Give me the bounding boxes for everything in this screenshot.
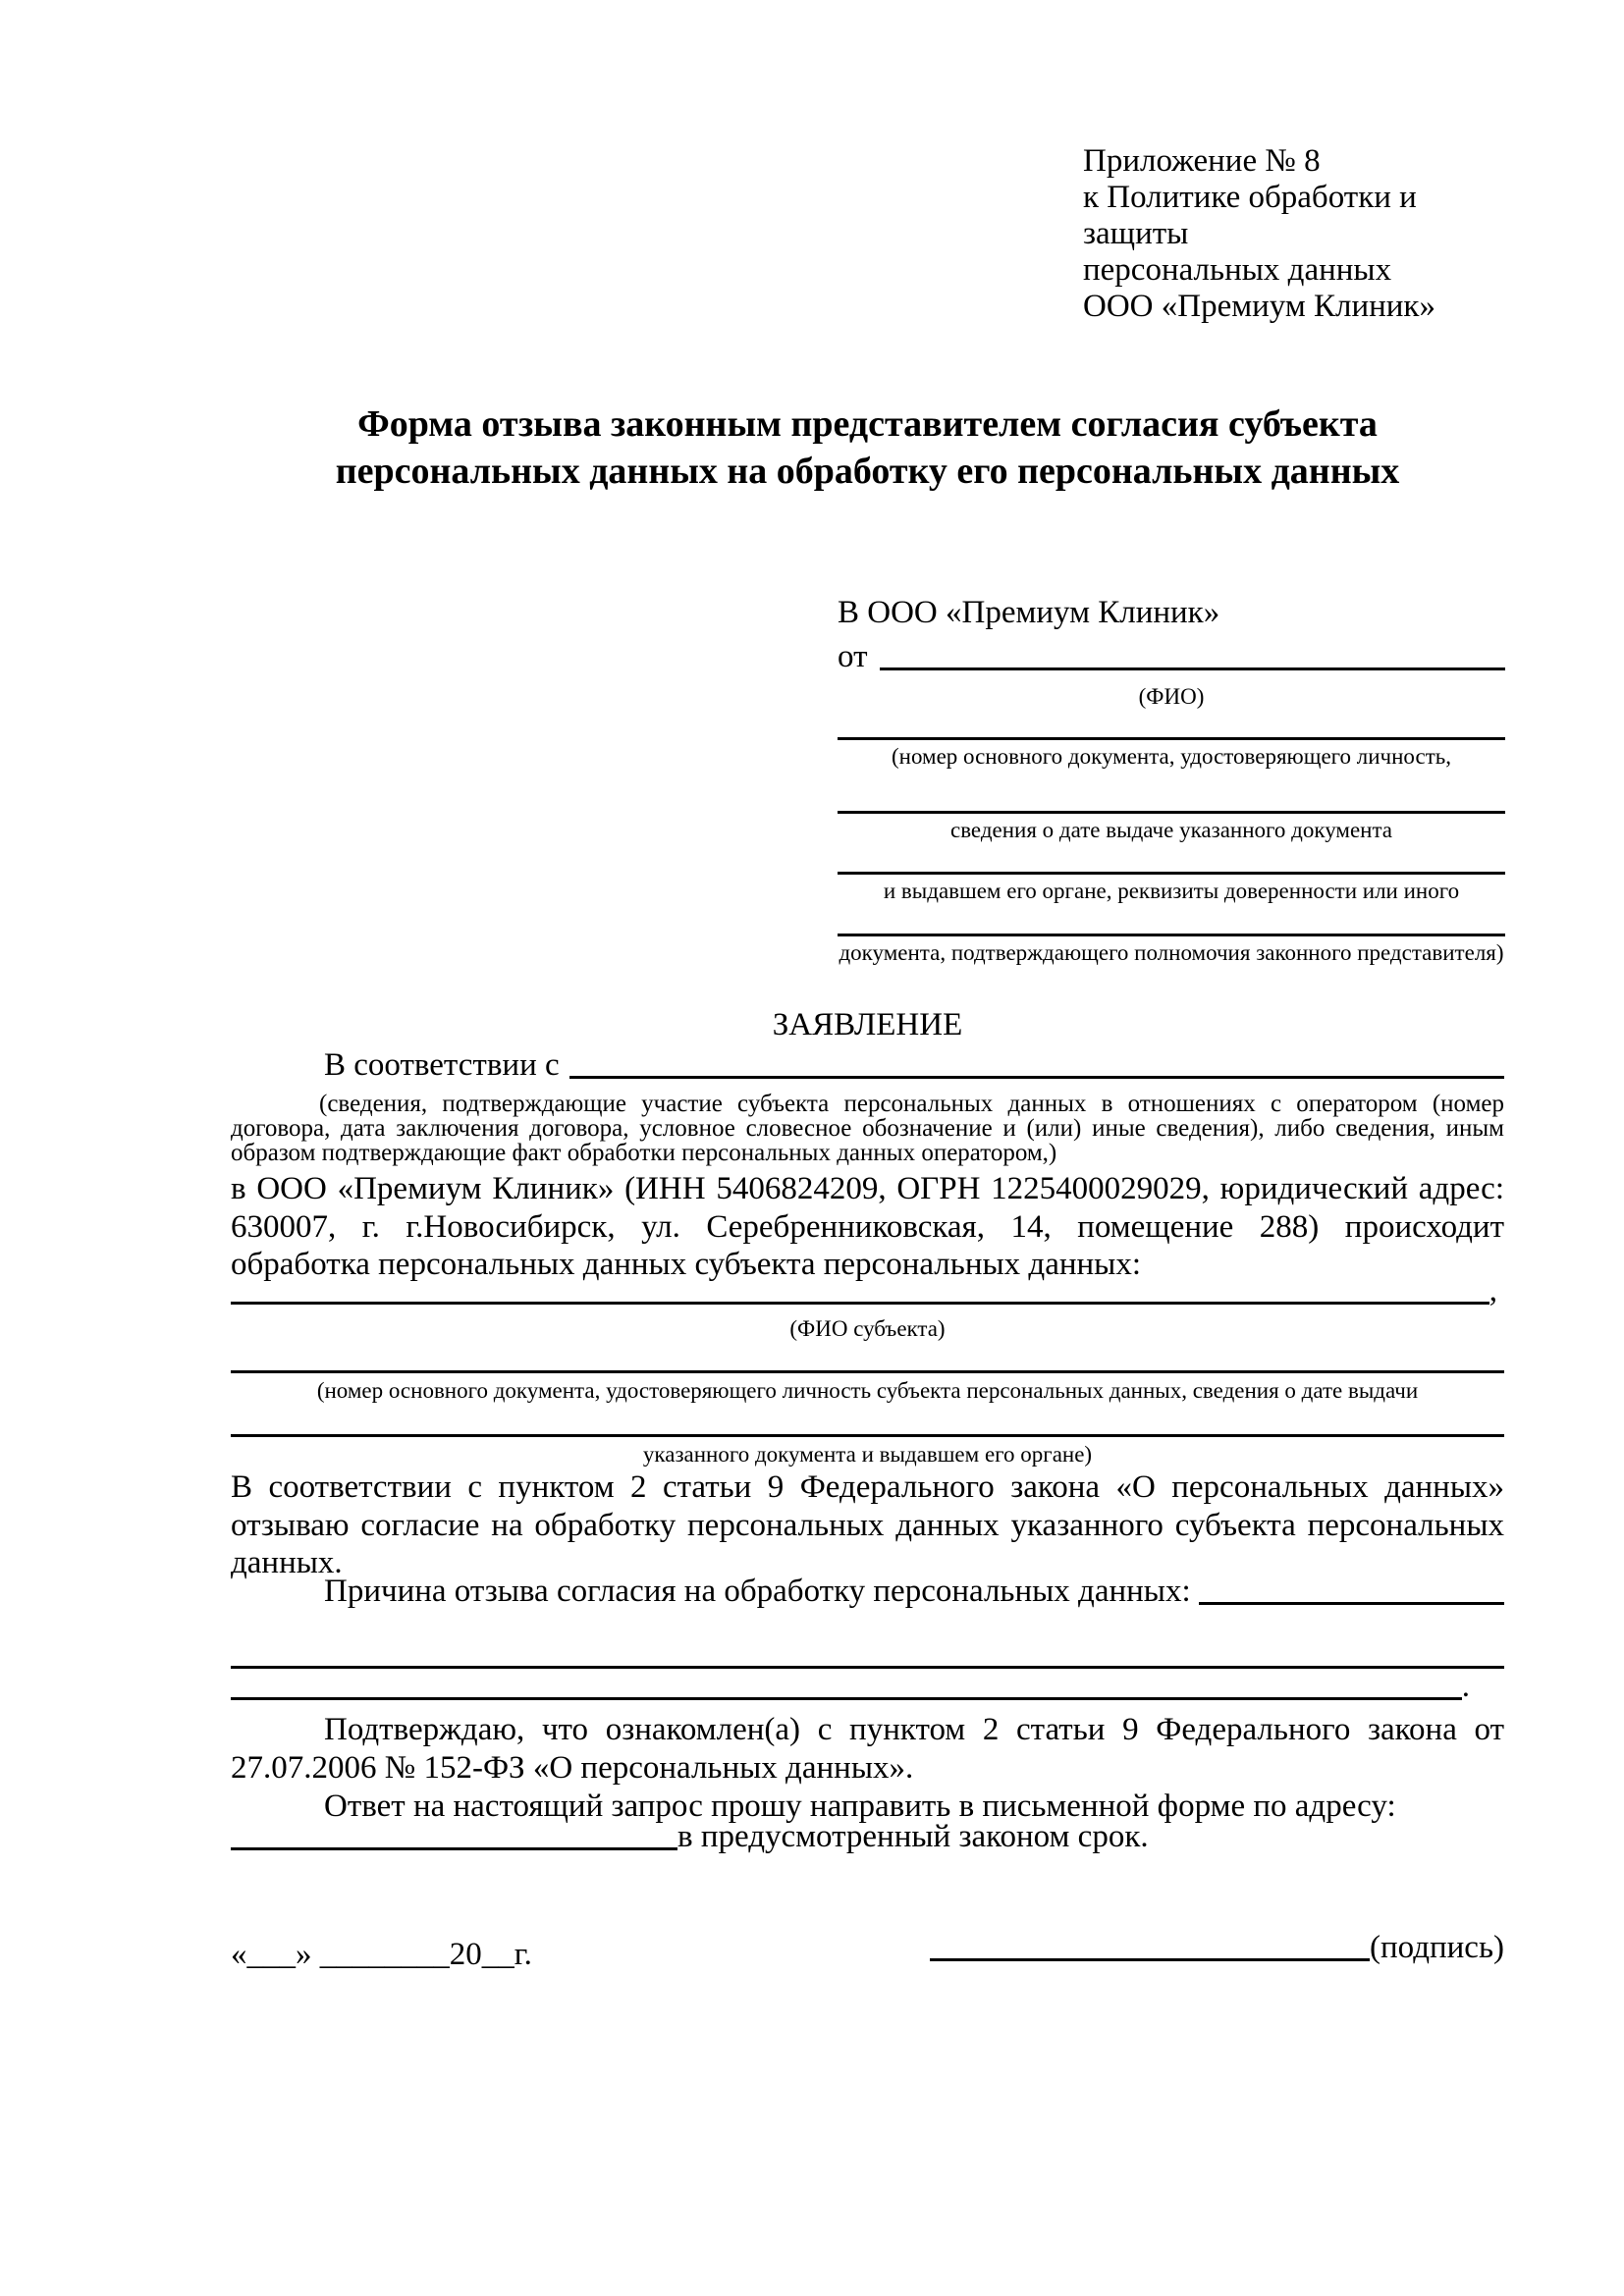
accordance-lead: В соответствии с bbox=[324, 1047, 560, 1083]
appendix-header-line: персональных данных bbox=[1083, 252, 1392, 288]
blank-caption: документа, подтверждающего полномочия законного представителя) bbox=[839, 940, 1504, 965]
reply-tail: в предусмотренный законом срок. bbox=[677, 1819, 1149, 1854]
addressee-from-row bbox=[838, 634, 1505, 675]
accordance-row bbox=[231, 1044, 1504, 1084]
appendix-header-line: ООО «Премиум Клиник» bbox=[1083, 289, 1435, 324]
from-label: от bbox=[838, 639, 868, 674]
subject-document-blank bbox=[231, 1370, 1504, 1373]
subject-document-caption: (номер основного документа, удостоверяющего личность субъекта персональных данных, сведения о дате выдачи bbox=[316, 1378, 1419, 1403]
confirm-paragraph: Подтверждаю, что ознакомлен(а) с пунктом 2 статьи 9 Федерального закона от 27.07.2006 № 152-ФЗ «О персональных данных». bbox=[231, 1712, 1504, 1786]
fio-caption: (ФИО) bbox=[1138, 684, 1205, 709]
reply-lead: Ответ на настоящий запрос прошу направить в письменной форме по адресу: bbox=[324, 1789, 1396, 1824]
document-title bbox=[231, 400, 1504, 495]
appendix-header-line: к Политике обработки и защиты bbox=[1083, 180, 1417, 251]
operator-paragraph: в ООО «Премиум Клиник» (ИНН 5406824209, ОГРН 1225400029029, юридический адрес: 630007, г. г.Новосибирск, ул. Серебренниковская, 14, помещение 288) происходит обработка персональных данных субъекта персональных данных: bbox=[231, 1171, 1504, 1282]
representative-name-blank bbox=[880, 667, 1506, 670]
reason-blank-line-2-row bbox=[231, 1670, 1470, 1705]
reason-row bbox=[231, 1573, 1504, 1610]
date-blank: «___» ________20__г. bbox=[231, 1937, 532, 1972]
signature-caption: (подпись) bbox=[1370, 1930, 1504, 1965]
reason-blank bbox=[1199, 1602, 1504, 1605]
subject-fio-caption: (ФИО субъекта) bbox=[789, 1316, 946, 1341]
subject-document-blank-2 bbox=[231, 1434, 1504, 1437]
document-title-line: персональных данных на обработку его персональных данных bbox=[335, 451, 1400, 492]
reason-blank-line-1 bbox=[231, 1666, 1504, 1669]
subject-fio-blank bbox=[231, 1302, 1489, 1305]
blank-caption: сведения о дате выдаче указанного документа bbox=[949, 818, 1393, 842]
blank-caption: и выдавшем его органе, реквизиты доверенности или иного bbox=[883, 879, 1460, 903]
appendix-header-line: Приложение № 8 bbox=[1083, 143, 1321, 179]
blank-caption: (номер основного документа, удостоверяющего личность, bbox=[891, 744, 1451, 769]
appendix-header bbox=[1083, 143, 1515, 325]
subject-comma: , bbox=[1489, 1273, 1497, 1308]
signature-blank bbox=[930, 1958, 1370, 1961]
authority-document-blank bbox=[838, 934, 1505, 936]
document-title-line: Форма отзыва законным представителем согласия субъекта bbox=[357, 403, 1378, 445]
withdrawal-paragraph: В соответствии с пунктом 2 статьи 9 Федерального закона «О персональных данных» отзываю согласие на обработку персональных данных указанного субъекта персональных данных. bbox=[231, 1469, 1504, 1580]
addressee-to-line: В ООО «Премиум Клиник» bbox=[838, 595, 1220, 630]
issuing-authority-blank bbox=[838, 872, 1505, 875]
reply-address-blank bbox=[231, 1847, 677, 1850]
reason-lead: Причина отзыва согласия на обработку персональных данных: bbox=[324, 1574, 1191, 1609]
accordance-caption: (сведения, подтверждающие участие субъекта персональных данных в отношениях с оператором (номер договора, дата заключения договора, условное словесное обозначение и (или) иные сведения), либо сведения, иным образом подтверждающие факт обработки персональных данных оператором,) bbox=[231, 1091, 1504, 1166]
period: . bbox=[1461, 1669, 1470, 1704]
reply-address-row bbox=[231, 1819, 1504, 1855]
subject-document-caption-2: указанного документа и выдавшем его органе) bbox=[642, 1442, 1093, 1467]
representative-document-blank bbox=[838, 737, 1505, 740]
reason-blank-line-2 bbox=[231, 1697, 1462, 1700]
subject-fio-row bbox=[231, 1274, 1497, 1309]
document-issue-date-blank bbox=[838, 811, 1505, 814]
statement-heading: ЗАЯВЛЕНИЕ bbox=[772, 1007, 963, 1042]
accordance-blank bbox=[569, 1076, 1504, 1079]
signature-row bbox=[930, 1930, 1504, 1966]
